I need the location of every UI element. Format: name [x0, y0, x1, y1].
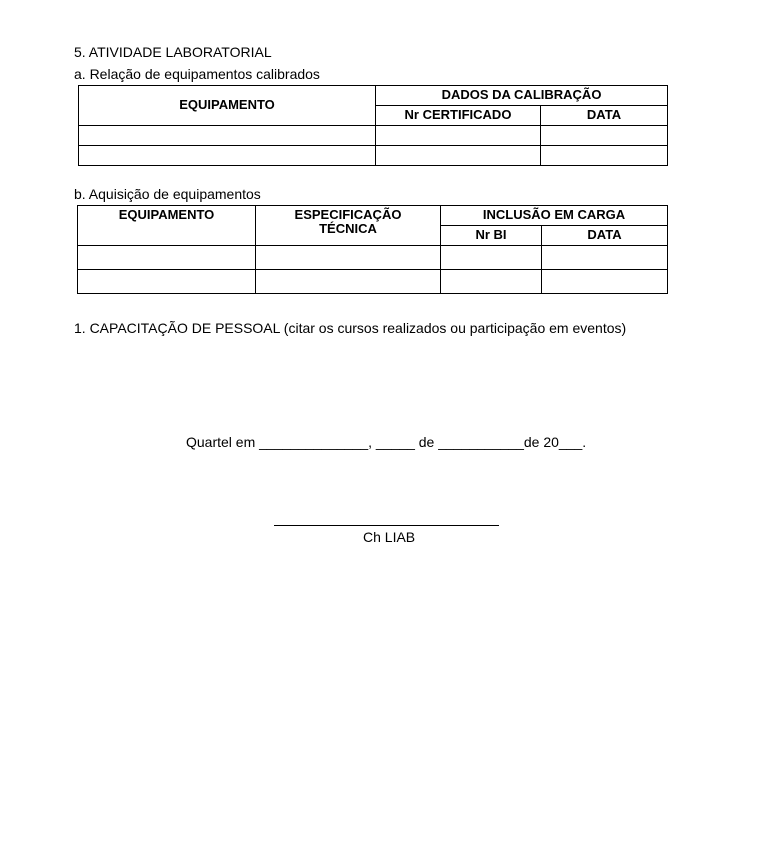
- col-equipamento: EQUIPAMENTO: [78, 206, 256, 246]
- place-date-line: Quartel em ______________, _____ de ___________de 20___.: [186, 434, 587, 450]
- group-inclusao-em-carga: INCLUSÃO EM CARGA: [441, 206, 668, 226]
- table-cell[interactable]: [541, 146, 668, 166]
- signature-line: [274, 525, 499, 526]
- col-nr-certificado: Nr CERTIFICADO: [376, 106, 541, 126]
- section-5-heading: 5. ATIVIDADE LABORATORIAL: [74, 44, 272, 60]
- table-cell[interactable]: [78, 246, 256, 270]
- table-row: [79, 146, 668, 166]
- calibrated-equipment-table: [78, 85, 668, 166]
- col-data: DATA: [541, 106, 668, 126]
- table-cell[interactable]: [541, 126, 668, 146]
- table-cell[interactable]: [542, 246, 668, 270]
- subsection-b-heading: b. Aquisição de equipamentos: [74, 186, 261, 202]
- table-cell[interactable]: [376, 146, 541, 166]
- table-row: [78, 246, 668, 270]
- section-1-heading: 1. CAPACITAÇÃO DE PESSOAL (citar os cursos realizados ou participação em eventos): [74, 320, 627, 336]
- equipment-acquisition-table: [77, 205, 668, 294]
- col-especificacao-line1: ESPECIFICAÇÃO: [294, 207, 402, 222]
- col-especificacao-line2: TÉCNICA: [319, 221, 377, 237]
- table-cell[interactable]: [256, 246, 441, 270]
- group-dados-calibracao: DADOS DA CALIBRAÇÃO: [376, 86, 668, 106]
- table-cell[interactable]: [441, 246, 542, 270]
- subsection-a-heading: a. Relação de equipamentos calibrados: [74, 66, 320, 82]
- table-cell[interactable]: [376, 126, 541, 146]
- col-especificacao-tecnica: [256, 206, 441, 246]
- col-equipamento: EQUIPAMENTO: [79, 86, 376, 126]
- col-nr-bi: Nr BI: [441, 226, 542, 246]
- table-row: [79, 126, 668, 146]
- table-cell[interactable]: [79, 146, 376, 166]
- signature-label: Ch LIAB: [363, 529, 416, 545]
- table-cell[interactable]: [542, 270, 668, 294]
- col-data: DATA: [542, 226, 668, 246]
- table-cell[interactable]: [256, 270, 441, 294]
- table-row: [78, 270, 668, 294]
- table-cell[interactable]: [78, 270, 256, 294]
- table-cell[interactable]: [441, 270, 542, 294]
- table-cell[interactable]: [79, 126, 376, 146]
